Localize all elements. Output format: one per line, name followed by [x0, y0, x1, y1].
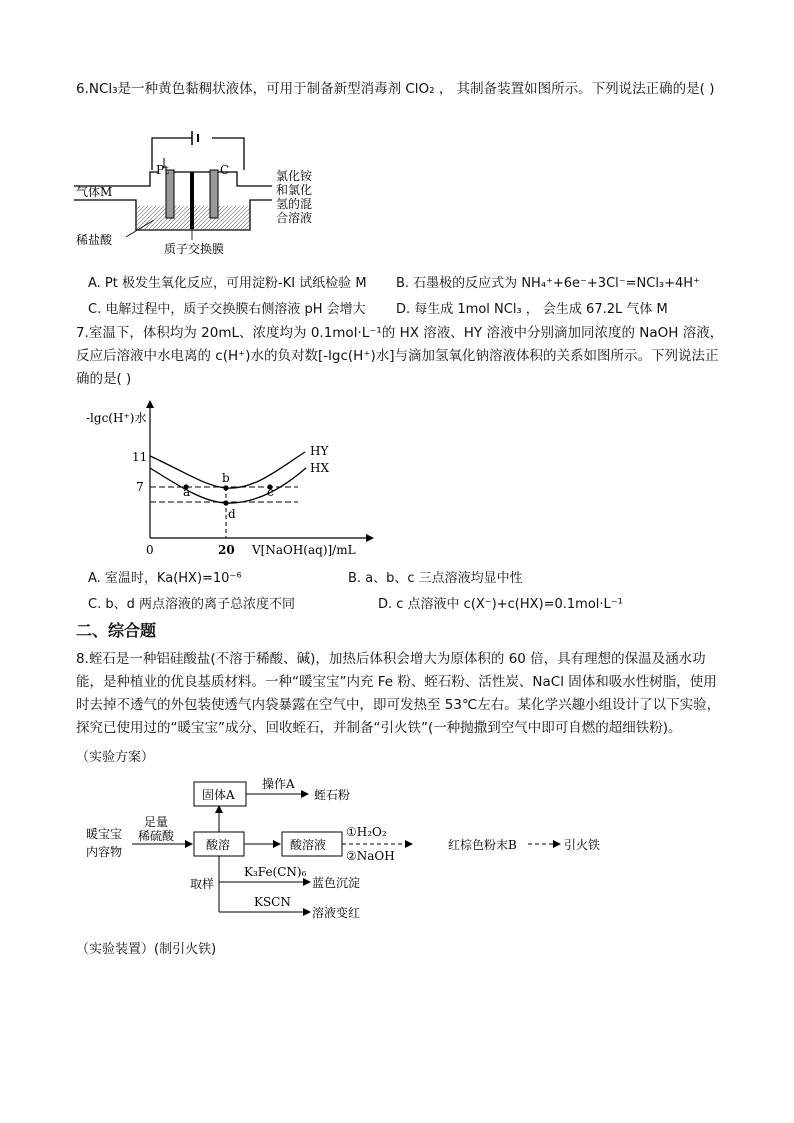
label-b: b	[222, 471, 230, 485]
electrolysis-diagram	[74, 128, 334, 258]
right-solution-label-2: 和氯化	[276, 183, 313, 197]
right-solution-label-4: 合溶液	[276, 211, 313, 225]
legend-hy: HY	[310, 444, 329, 458]
y-axis-label: -lgc(H⁺)水	[86, 411, 147, 425]
titration-chart	[80, 398, 380, 560]
x-axis-label: V[NaOH(aq)]/mL	[252, 543, 356, 557]
q6-option-a[interactable]: A. Pt 极发生氧化反应，可用淀粉-KI 试纸检验 M	[88, 276, 367, 291]
solution-red-label: 溶液变红	[312, 906, 361, 920]
step-1-label: ①H₂O₂	[346, 825, 387, 839]
q7-option-d[interactable]: D. c 点溶液中 c(X⁻)+c(HX)=0.1mol·L⁻¹	[378, 597, 623, 612]
q7-option-c[interactable]: C. b、d 两点溶液的离子总浓度不同	[88, 597, 295, 612]
x-tick-20: 20	[218, 543, 235, 557]
membrane-label: 质子交换膜	[164, 242, 225, 256]
carbon-electrode	[210, 170, 218, 218]
y-tick-7: 7	[136, 480, 144, 494]
acid-label: 稀盐酸	[76, 233, 113, 247]
flow-reagent-1: 足量	[144, 815, 169, 829]
k3fecn6-label: K₃Fe(CN)₆	[244, 865, 307, 879]
q6-option-d[interactable]: D. 每生成 1mol NCl₃ ， 会生成 67.2L 气体 M	[396, 302, 668, 317]
pt-label: Pt	[156, 163, 169, 177]
vermiculite-label: 蛭石粉	[314, 788, 351, 802]
q8-stem: 8.蛭石是一种铝硅酸盐(不溶于稀酸、碱)，加热后体积会增大为原体积的 60 倍，具有理想的保温及涵水功能，是种植业的优良基质材料。一种“暖宝宝”内充 Fe 粉、蛭石粉、活性炭、NaCl 固体和吸水性树脂，使用时去掉不透气的外包装使透气内袋暴露在空气中，即可发热至 53℃左右。某化学兴趣小组设计了以下实验，探究已使用过的“暖宝宝”成分、回收蛭石，并制备“引火铁”(一种抛撒到空气中即可自燃的超细铁粉)。	[76, 651, 721, 736]
q6-option-b[interactable]: B. 石墨极的反应式为 NH₄⁺+6e⁻+3Cl⁻=NCl₃+4H⁺	[396, 276, 700, 291]
flow-start-1: 暖宝宝	[86, 827, 123, 841]
op-a-label: 操作A	[262, 777, 295, 791]
flow-reagent-2: 稀硫酸	[138, 829, 175, 843]
label-c: c	[267, 485, 274, 499]
x-tick-0: 0	[146, 543, 154, 557]
point-d	[223, 500, 228, 505]
box-acid-solution-text: 酸溶液	[290, 838, 327, 852]
q8-plan-label: （实验方案）	[76, 750, 155, 765]
box-dissolve-text: 酸溶	[206, 838, 231, 852]
step-2-label: ②NaOH	[346, 849, 395, 863]
y-tick-11: 11	[132, 450, 148, 464]
fire-iron-label: 引火铁	[564, 838, 601, 852]
c-label: C	[220, 163, 230, 177]
point-b	[223, 485, 228, 490]
q7-stem: 7.室温下，体积均为 20mL、浓度均为 0.1mol·L⁻¹的 HX 溶液、HY 溶液中分别滴加同浓度的 NaOH 溶液，反应后溶液中水电离的 c(H⁺)水的负对数[-lgc(H⁺)水]与滴加氢氧化钠溶液体积的关系如图所示。下列说法正确的是( )	[76, 325, 724, 387]
label-d: d	[228, 507, 236, 521]
q6-option-c[interactable]: C. 电解过程中，质子交换膜右侧溶液 pH 会增大	[88, 302, 366, 317]
kscn-label: KSCN	[254, 895, 291, 909]
q6-stem: 6.NCl₃是一种黄色黏稠状液体，可用于制备新型消毒剂 ClO₂ ， 其制备装置如图所示。下列说法正确的是( )	[76, 81, 715, 97]
box-solid-a-text: 固体A	[202, 788, 235, 802]
q7-option-b[interactable]: B. a、b、c 三点溶液均显中性	[348, 571, 523, 586]
flow-start-2: 内容物	[86, 845, 123, 859]
gas-m-label: 气体M	[76, 185, 113, 199]
q8-device-label: （实验装置）(制引火铁)	[76, 942, 217, 957]
blue-precipitate-label: 蓝色沉淀	[312, 876, 361, 890]
label-a: a	[183, 485, 191, 499]
pt-electrode	[166, 170, 174, 218]
legend-hx: HX	[310, 461, 330, 475]
right-solution-label-3: 氢的混	[276, 197, 313, 211]
section-title: 二、综合题	[76, 621, 157, 640]
red-powder-b-label: 红棕色粉末B	[448, 838, 517, 852]
right-solution-label-1: 氯化铵	[276, 169, 313, 183]
flowchart	[80, 772, 640, 932]
q7-option-a[interactable]: A. 室温时，Ka(HX)=10⁻⁶	[88, 571, 242, 586]
sample-label: 取样	[190, 877, 215, 891]
